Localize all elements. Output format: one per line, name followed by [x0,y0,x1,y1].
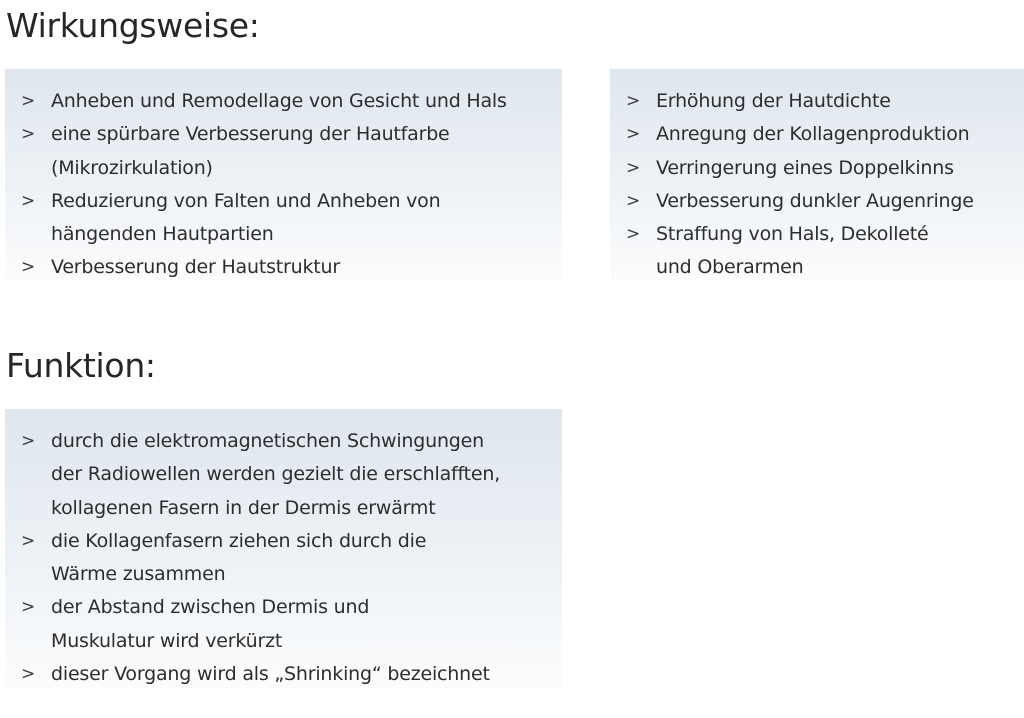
bullet-marker-icon: > [21,257,36,278]
list-item-text: Wärme zusammen [51,563,226,586]
list-item-text: Muskulatur wird verkürzt [51,629,283,652]
wirkungsweise-right-panel [610,69,1024,280]
bullet-marker-icon: > [626,91,641,111]
list-item [610,118,1024,151]
list-item-text: der Abstand zwischen Dermis und [51,596,370,619]
list-item-text: Anregung der Kollagenproduktion [656,123,970,146]
list-item-text: durch die elektromagnetischen Schwingungen [51,430,484,452]
wirkungsweise-left-list [5,85,562,285]
bullet-marker-icon: > [626,124,641,145]
bullet-marker-icon: > [21,664,36,685]
list-item-text: die Kollagenfasern ziehen sich durch die [51,529,427,552]
list-item [5,185,562,252]
bullet-marker-icon: > [21,597,36,618]
section-title-wirkungsweise: Wirkungsweise: [6,6,260,45]
wirkungsweise-right-list [610,85,1024,285]
list-item-text: dieser Vorgang wird als „Shrinking“ bezeichnet [51,663,490,686]
bullet-marker-icon: > [21,431,36,451]
list-item-text: hängenden Hautpartien [51,223,274,246]
bullet-marker-icon: > [626,224,641,245]
bullet-marker-icon: > [21,91,36,111]
list-item-text: (Mikrozirkulation) [51,156,213,179]
bullet-marker-icon: > [626,157,641,178]
list-item-text: der Radiowellen werden gezielt die erschlafften, [51,463,501,486]
funktion-panel [5,409,562,688]
list-item-text: kollagenen Fasern in der Dermis erwärmt [51,496,436,519]
list-item [5,251,562,284]
list-item-text: Verringerung eines Doppelkinns [656,156,954,179]
list-item [5,425,562,525]
list-item [610,185,1024,218]
bullet-marker-icon: > [626,190,641,211]
list-item-text: Verbesserung der Hautstruktur [51,256,340,279]
list-item [5,85,562,118]
list-item [610,152,1024,185]
section-title-funktion: Funktion: [6,346,156,385]
list-item [610,218,1024,285]
list-item [5,591,562,658]
list-item-text: Verbesserung dunkler Augenringe [656,189,974,212]
list-item-text: Straffung von Hals, Dekolleté [656,223,929,246]
list-item [5,118,562,185]
list-item-text: und Oberarmen [656,256,804,279]
wirkungsweise-left-panel [5,69,562,280]
list-item [610,85,1024,118]
list-item-text: Erhöhung der Hautdichte [656,90,891,112]
list-item [5,658,562,691]
bullet-marker-icon: > [21,124,36,145]
list-item-text: eine spürbare Verbesserung der Hautfarbe [51,123,450,146]
list-item-text: Reduzierung von Falten und Anheben von [51,189,441,212]
bullet-marker-icon: > [21,530,36,551]
bullet-marker-icon: > [21,190,36,211]
funktion-list [5,425,562,691]
list-item [5,525,562,592]
list-item-text: Anheben und Remodellage von Gesicht und Hals [51,90,507,112]
